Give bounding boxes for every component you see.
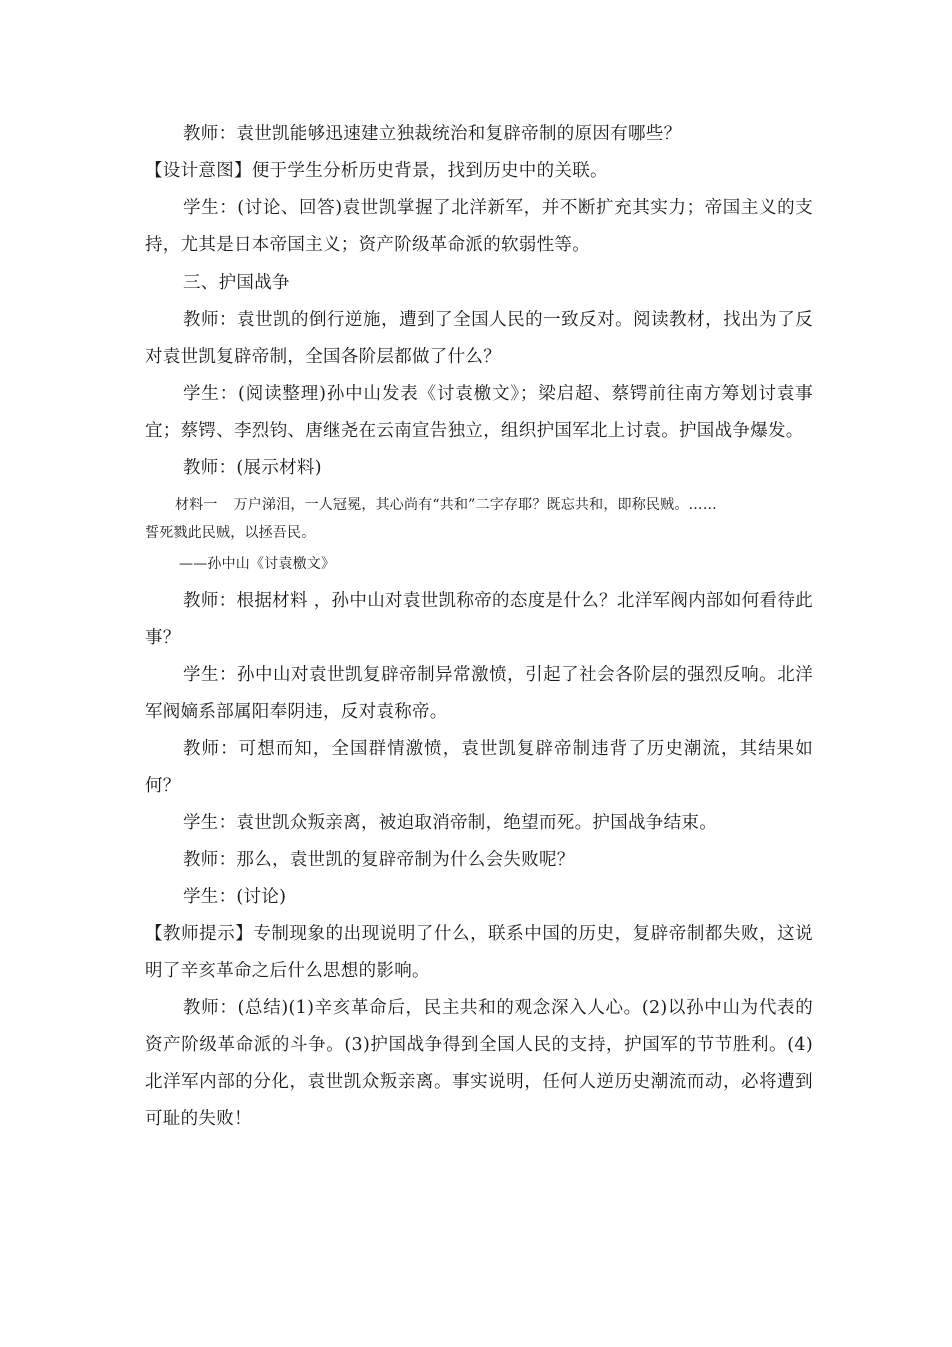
- student-discussion: 学生：(讨论): [183, 887, 287, 907]
- material-source: ——孙中山《讨袁檄文》: [179, 556, 336, 572]
- document-body: [145, 116, 813, 1138]
- student-answer-opposition: 学生：(阅读整理)孙中山发表《讨袁檄文》；梁启超、蔡锷前往南方筹划讨袁事宜；蔡锷、李烈钧、唐继尧在云南宣告独立，组织护国军北上讨袁。护国战争爆发。: [145, 384, 813, 441]
- teacher-question-opposition: 教师：袁世凯的倒行逆施，遭到了全国人民的一致反对。阅读教材，找出为了反对袁世凯复辟帝制，全国各阶层都做了什么？: [145, 310, 813, 367]
- student-answer-reasons: 学生：(讨论、回答)袁世凯掌握了北洋新军，并不断扩充其实力；帝国主义的支持，尤其是日本帝国主义；资产阶级革命派的软弱性等。: [145, 198, 813, 255]
- design-intent: 【设计意图】便于学生分析历史背景，找到历史中的关联。: [145, 161, 608, 181]
- teacher-summary: 教师：(总结)(1)辛亥革命后，民主共和的观念深入人心。(2)以孙中山为代表的资产阶级革命派的斗争。(3)护国战争得到全国人民的支持，护国军的节节胜利。(4)北洋军内部的分化，袁世凯众叛亲离。事实说明，任何人逆历史潮流而动，必将遭到可耻的失败！: [145, 998, 813, 1129]
- student-answer-attitude: 学生：孙中山对袁世凯复辟帝制异常激愤，引起了社会各阶层的强烈反响。北洋军阀嫡系部属阳奉阴违，反对袁称帝。: [145, 665, 813, 722]
- teacher-question-reasons: 教师：袁世凯能够迅速建立独裁统治和复辟帝制的原因有哪些？: [183, 124, 682, 144]
- material-text-line2: 誓死戮此民贼，以拯吾民。: [145, 525, 316, 541]
- section-heading-huguo-war: 三、护国战争: [183, 273, 290, 293]
- teacher-question-attitude: 教师：根据材料 ，孙中山对袁世凯称帝的态度是什么？北洋军阀内部如何看待此事？: [145, 591, 813, 648]
- material-label: 材料一: [175, 497, 218, 513]
- student-answer-result: 学生：袁世凯众叛亲离，被迫取消帝制，绝望而死。护国战争结束。: [183, 813, 717, 833]
- teacher-hint: 【教师提示】专制现象的出现说明了什么，联系中国的历史，复辟帝制都失败，这说明了辛亥革命之后什么思想的影响。: [145, 924, 813, 981]
- teacher-question-failure: 教师：那么，袁世凯的复辟帝制为什么会失败呢？: [183, 850, 575, 870]
- teacher-question-result: 教师：可想而知，全国群情激愤，袁世凯复辟帝制违背了历史潮流，其结果如何？: [145, 739, 813, 796]
- material-text-line1: 万户涕泪，一人冠冕，其心尚有“共和”二字存耶？既忘共和，即称民贼。……: [233, 497, 717, 513]
- teacher-show-material: 教师：(展示材料): [183, 458, 322, 478]
- material-quote: [145, 491, 813, 547]
- material-quote-line1: [145, 491, 813, 519]
